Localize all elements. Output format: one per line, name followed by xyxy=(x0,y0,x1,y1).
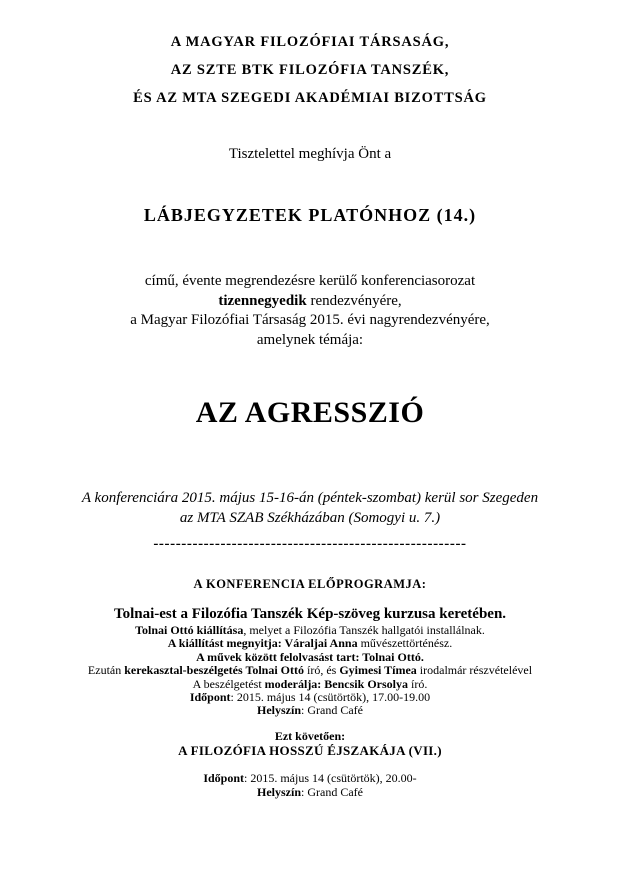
text-segment: író, és xyxy=(304,663,340,678)
intro-ordinal: tizennegyedik xyxy=(218,292,307,309)
followup-time-line xyxy=(38,772,582,785)
text-segment-bold: A művek között felolvasást tart: Tolnai Ottó. xyxy=(196,649,424,664)
dashed-divider: -------------------------------------------------------- xyxy=(153,536,467,552)
followup-details xyxy=(38,772,582,799)
preprogram-heading: A KONFERENCIA ELŐPROGRAMJA: xyxy=(193,577,427,591)
text-segment: : Grand Café xyxy=(301,703,363,718)
program-line xyxy=(38,651,582,664)
intro-line-rest: rendezvényére, xyxy=(306,292,402,309)
program-details xyxy=(38,624,582,718)
event-title: Tolnai-est a Filozófia Tanszék Kép-szöveg kurzusa keretében. xyxy=(113,606,507,622)
text-segment: , melyet a Filozófia Tanszék hallgatói installálnak. xyxy=(243,623,485,637)
organizer-name: A MAGYAR FILOZÓFIAI TÁRSASÁG, xyxy=(170,34,450,50)
intro-line: című, évente megrendezésre kerülő konferenciasorozat xyxy=(144,273,476,289)
venue-details xyxy=(38,488,582,528)
venue-line: A konferenciára 2015. május 15-16-án (péntek-szombat) kerül sor Szegeden xyxy=(81,490,539,506)
program-line xyxy=(38,624,582,637)
intro-line: amelynek témája: xyxy=(256,331,364,348)
preprogram-section xyxy=(38,577,582,718)
venue-line: az MTA SZAB Székházában (Somogyi u. 7.) xyxy=(179,510,441,526)
intro-line: a Magyar Filozófiai Társaság 2015. évi nagyrendezvényére, xyxy=(130,312,490,328)
followup-intro: Ezt követően: xyxy=(274,728,346,743)
text-segment-bold: Helyszín xyxy=(257,703,301,718)
followup-section xyxy=(38,730,582,799)
followup-title: A FILOZÓFIA HOSSZÚ ÉJSZAKÁJA (VII.) xyxy=(178,743,442,759)
text-segment: : Grand Café xyxy=(301,784,363,799)
conference-theme-title: AZ AGRESSZIÓ xyxy=(195,396,425,429)
program-line xyxy=(38,664,582,677)
text-segment-bold: Időpont xyxy=(203,771,245,786)
followup-venue-line xyxy=(38,786,582,799)
program-line xyxy=(38,678,582,691)
text-segment-bold: Helyszín xyxy=(257,784,301,799)
organizer-name: AZ SZTE BTK FILOZÓFIA TANSZÉK, xyxy=(170,62,450,78)
program-venue-line xyxy=(38,704,582,717)
text-segment-bold: A kiállítást megnyitja: Váraljai Anna xyxy=(167,636,358,651)
text-segment-bold: Időpont xyxy=(189,690,231,705)
organizer-name: ÉS AZ MTA SZEGEDI AKADÉMIAI BIZOTTSÁG xyxy=(133,90,487,106)
text-segment: irodalmár részvételével xyxy=(416,663,533,678)
invitation-line: Tisztelettel meghívja Önt a xyxy=(228,146,392,162)
text-segment: művészettörténész. xyxy=(357,636,453,651)
program-time-line xyxy=(38,691,582,704)
series-title: LÁBJEGYZETEK PLATÓNHOZ (14.) xyxy=(143,205,477,225)
text-segment-bold: Tolnai Ottó kiállítása xyxy=(135,623,244,637)
text-segment: : 2015. május 14 (csütörtök), 17.00-19.00 xyxy=(230,690,431,705)
text-segment: Ezután xyxy=(87,663,125,678)
text-segment: : 2015. május 14 (csütörtök), 20.00- xyxy=(244,771,417,786)
organizers-block xyxy=(38,28,582,112)
text-segment-bold: Gyimesi Tímea xyxy=(339,663,417,678)
text-segment-bold: kerekasztal-beszélgetés Tolnai Ottó xyxy=(124,663,305,678)
intro-paragraph xyxy=(38,272,582,350)
program-line xyxy=(38,637,582,650)
text-segment: író. xyxy=(407,676,428,691)
text-segment: A beszélgetést xyxy=(192,676,265,691)
intro-line xyxy=(38,292,582,312)
text-segment-bold: moderálja: Bencsik Orsolya xyxy=(264,676,408,691)
